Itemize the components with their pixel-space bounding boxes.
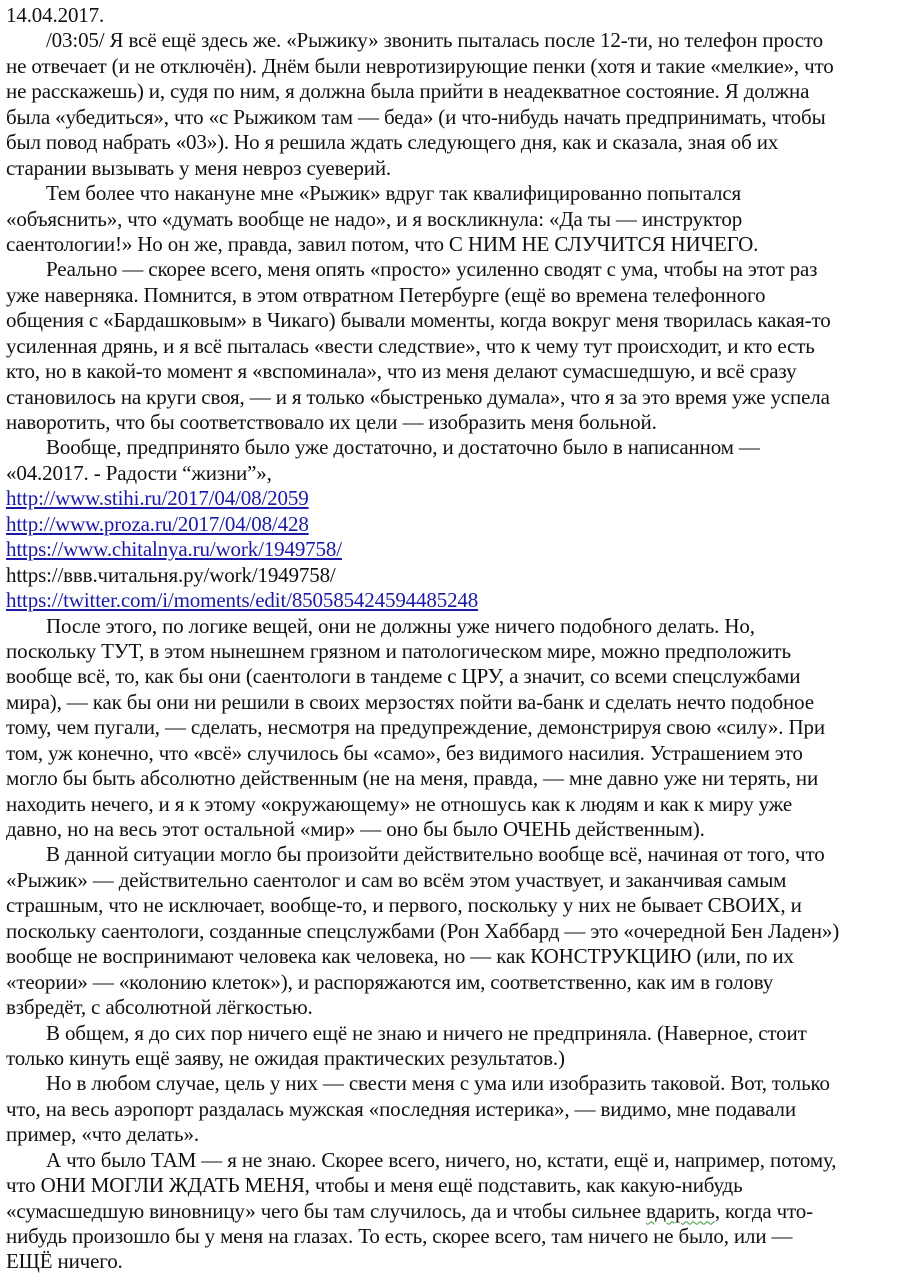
paragraph-3 [6, 257, 913, 435]
text-line: не расскажешь) и, судя по ним, я должна была прийти в неадекватное состояние. Я должна [6, 79, 810, 104]
plain-url-chitalnya-cyrillic: https://ввв.читальня.ру/work/1949758/ [6, 562, 336, 587]
text-line: Реально — скорее всего, меня опять «просто» усиленно сводят с ума, чтобы на этот раз [46, 257, 818, 282]
text-line: В данной ситуации могло бы произойти действительно вообще всё, начиная от того, что [46, 842, 825, 867]
text-line: только кинуть ещё заяву, не ожидая практических результатов.) [6, 1045, 565, 1070]
text-line: давно, но на весь этот остальной «мир» — оно бы было ОЧЕНЬ действенным). [6, 817, 705, 841]
text-line: поскольку ТУТ, в этом нынешнем грязном и патологическом мире, можно предположить [6, 638, 791, 663]
text-line: уже наверняка. Помнится, в этом отвратном Петербурге (ещё во времена телефонного [6, 282, 766, 307]
text-line: вообще всё, то, как бы они (саентологи в тандеме с ЦРУ, а значит, со всеми спецслужбами [6, 664, 801, 689]
text-line: становилось на круги своя, — и я только «быстренько думала», что я за это время уже успела [6, 384, 830, 409]
text-line: старании вызывать у меня невроз суеверий. [6, 155, 392, 180]
paragraph-1 [6, 28, 913, 181]
text-line: находить нечего, и я к этому «окружающему» не отношусь как к людям и как к миру уже [6, 791, 793, 816]
text-line: нибудь произошло бы у меня на глазах. То есть, скорее всего, там ничего не было, или — [6, 1224, 793, 1248]
link-chitalnya[interactable]: https://www.chitalnya.ru/work/1949758/ [6, 537, 342, 562]
text-line: мира), — как бы они ни решили в своих мерзостях пойти ва-банк и сделать нечто подобное [6, 689, 814, 714]
text-line: «теории» — «колонию клеток»), и распоряжаются им, соответственно, как им в голову [6, 969, 774, 994]
text-line: поскольку саентологи, созданные спецслужбами (Рон Хаббард — это «очередной Бен Ладен») [6, 918, 840, 943]
text-line: После этого, по логике вещей, они не должны уже ничего подобного делать. Но, [46, 613, 755, 638]
spellcheck-marked-word: вдарить [646, 1198, 715, 1223]
text-line: был повод набрать «03»). Но я решила ждать следующего дня, как и сказала, зная об их [6, 130, 779, 155]
document-date: 14.04.2017. [6, 3, 105, 27]
paragraph-5 [6, 614, 913, 843]
text-line: не отвечает (и не отключён). Днём были невротизирующие пенки (хотя и такие «мелкие», что [6, 53, 834, 78]
text-line: Вообще, предпринято было уже достаточно, и достаточно было в написанном — [46, 435, 760, 460]
text-line: пример, «что делать». [6, 1122, 199, 1147]
text-line: наворотить, что бы соответствовало их цели — изобразить меня больной. [6, 410, 657, 434]
text-line: страшным, что не исключает, вообще-то, и первого, поскольку у них не бывает СВОИХ, и [6, 893, 802, 918]
paragraph-9 [6, 1148, 913, 1275]
text-line: /03:05/ Я всё ещё здесь же. «Рыжику» звонить пыталась после 12-ти, но телефон просто [46, 28, 823, 53]
text-line: саентологии!» Но он же, правда, завил потом, что С НИМ НЕ СЛУЧИТСЯ НИЧЕГО. [6, 231, 759, 256]
link-stihi[interactable]: http://www.stihi.ru/2017/04/08/2059 [6, 486, 309, 511]
paragraph-4 [6, 435, 913, 486]
paragraph-6 [6, 842, 913, 1020]
text-line: Но в любом случае, цель у них — свести меня с ума или изобразить таковой. Вот, только [46, 1071, 830, 1096]
text-line: что ОНИ МОГЛИ ЖДАТЬ МЕНЯ, чтобы и меня ещё подставить, как какую-нибудь [6, 1173, 743, 1198]
text-line: Тем более что накануне мне «Рыжик» вдруг так квалифицированно попытался [46, 181, 742, 206]
paragraph-8 [6, 1071, 913, 1147]
text-line: В общем, я до сих пор ничего ещё не знаю и ничего не предприняла. (Наверное, стоит [46, 1020, 807, 1045]
text-line: была «убедиться», что «с Рыжиком там — беда» (и что-нибудь начать предпринимать, чтобы [6, 104, 826, 129]
link-twitter[interactable]: https://twitter.com/i/moments/edit/850585424594485248 [6, 588, 479, 613]
link-list [6, 486, 913, 613]
text-line: «Рыжик» — действительно саентолог и сам во всём этом участвует, и заканчивая самым [6, 867, 787, 892]
text-line: могло бы быть абсолютно действенным (не на меня, правда, — мне давно уже ни терять, ни [6, 766, 819, 791]
text-line: усиленная дрянь, и я всё пыталась «вести следствие», что к чему тут происходит, и кто есть [6, 333, 815, 358]
text-line: том, уж конечно, что «всё» случилось бы «само», без видимого насилия. Устрашением это [6, 740, 803, 765]
text-line: ЕЩЁ ничего. [6, 1249, 123, 1274]
text-line: «04.2017. - Радости “жизни”», [6, 460, 272, 485]
text-line: общения с «Бардашковым» в Чикаго) бывали моменты, когда вокруг меня творилась какая-то [6, 308, 831, 333]
paragraph-2 [6, 181, 913, 257]
link-proza[interactable]: http://www.proza.ru/2017/04/08/428 [6, 511, 309, 536]
text-line: «сумасшедшую виновницу» чего бы там случилось, да и чтобы сильнее вдарить, когда что- [6, 1198, 813, 1223]
text-line: кто, но в какой-то момент я «вспоминала», что из меня делают сумасшедшую, и всё сразу [6, 359, 797, 384]
text-line: «объяснить», что «думать вообще не надо», и я воскликнула: «Да ты — инструктор [6, 206, 743, 231]
text-line: А что было ТАМ — я не знаю. Скорее всего, ничего, но, кстати, ещё и, например, потому, [46, 1147, 837, 1172]
text-line: взбредёт, с абсолютной лёгкостью. [6, 995, 313, 1020]
paragraph-7 [6, 1021, 913, 1072]
text-line: что, на весь аэропорт раздалась мужская «последняя истерика», — видимо, мне подавали [6, 1096, 796, 1121]
text-line: вообще не воспринимают человека как человека, но — как КОНСТРУКЦИЮ (или, по их [6, 944, 794, 969]
text-line: тому, чем пугали, — сделать, несмотря на предупреждение, демонстрируя свою «силу». При [6, 715, 825, 740]
